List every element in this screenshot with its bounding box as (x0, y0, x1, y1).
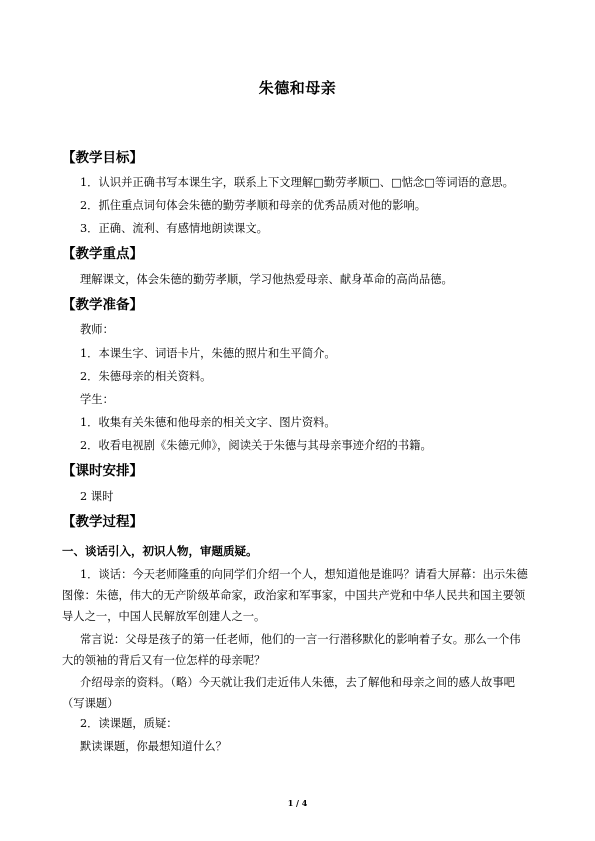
prep-student-label: 学生： (80, 393, 114, 406)
document-title: 朱德和母亲 (258, 79, 337, 97)
process-paragraph-4: 2．读课题，质疑： (80, 717, 178, 730)
page-number: 1 / 4 (287, 798, 308, 808)
heading-teaching-focus: 【教学重点】 (62, 246, 143, 262)
prep-teacher-item-2: 2．朱德母亲的相关资料。 (80, 370, 212, 383)
focus-text: 理解课文，体会朱德的勤劳孝顺，学习他热爱母亲、献身革命的高尚品德。 (80, 273, 453, 286)
process-paragraph-3: 介绍母亲的资料。（略）今天就让我们走近伟人朱德，去了解他和母亲之间的感人故事吧（写课题） (62, 676, 515, 710)
schedule-text: 2 课时 (80, 490, 114, 503)
prep-teacher-label: 教师： (80, 323, 114, 336)
heading-teaching-process: 【教学过程】 (62, 514, 143, 530)
heading-teaching-prep: 【教学准备】 (62, 297, 143, 313)
process-subheading: 一、谈话引入，初识人物，审题质疑。 (62, 544, 258, 558)
prep-student-item-1: 1．收集有关朱德和他母亲的相关文字、图片资料。 (80, 416, 336, 429)
heading-teaching-goals: 【教学目标】 (62, 150, 143, 166)
heading-schedule: 【课时安排】 (62, 463, 143, 479)
process-paragraph-5: 默读课题，你最想知道什么？ (80, 740, 227, 753)
prep-student-item-2: 2．收看电视剧《朱德元帅》，阅读关于朱德与其母亲事迹介绍的书籍。 (80, 439, 432, 452)
process-paragraph-1: 1．谈话：今天老师隆重的向同学们介绍一个人，想知道他是谁吗？请看大屏幕：出示朱德图像：朱德，伟大的无产阶级革命家，政治家和军事家，中国共产党和中华人民共和国主要领导人之一，中国人民解放军创建人之一。 (62, 568, 528, 623)
process-paragraph-2: 常言说：父母是孩子的第一任老师，他们的一言一行潜移默化的影响着子女。那么一个伟大的领袖的背后又有一位怎样的母亲呢？ (62, 633, 521, 667)
goal-item-2: 2．抓住重点词句体会朱德的勤劳孝顺和母亲的优秀品质对他的影响。 (80, 199, 427, 212)
prep-teacher-item-1: 1．本课生字、词语卡片，朱德的照片和生平简介。 (80, 347, 336, 360)
goal-item-3: 3．正确、流利、有感情地朗读课文。 (80, 222, 268, 235)
goal-item-1: 1．认识并正确书写本课生字，联系上下文理解□勤劳孝顺□、□惦念□等词语的意思。 (80, 176, 514, 189)
